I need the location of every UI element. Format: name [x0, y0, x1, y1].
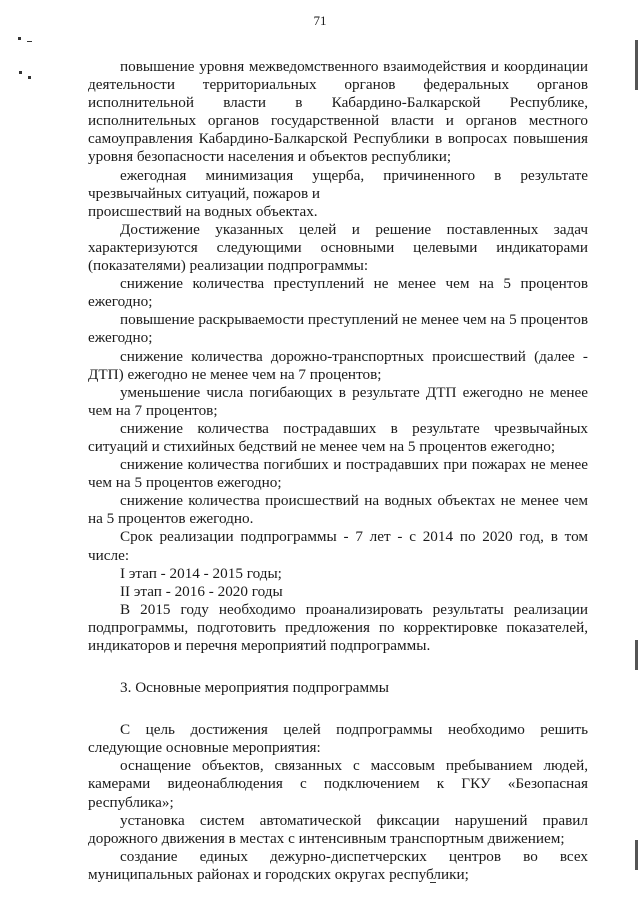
paragraph: повышение раскрываемости преступлений не менее чем на 5 процентов ежегодно;	[88, 311, 588, 347]
paragraph: снижение количества дорожно-транспортных происшествий (далее - ДТП) ежегодно не менее чем на 7 процентов;	[88, 347, 588, 383]
paragraph: ежегодная минимизация ущерба, причиненного в результате чрезвычайных ситуаций, пожаров и	[88, 166, 588, 202]
paragraph: происшествий на водных объектах.	[88, 202, 318, 220]
document-body	[88, 58, 588, 884]
scan-edge	[635, 40, 638, 90]
scan-mark	[27, 41, 32, 42]
paragraph: снижение количества пострадавших в результате чрезвычайных ситуаций и стихийных бедствий не менее чем на 5 процентов ежегодно;	[88, 419, 588, 455]
scan-edge	[635, 640, 638, 670]
paragraph: Срок реализации подпрограммы - 7 лет - с 2014 по 2020 год, в том числе:	[88, 528, 588, 564]
paragraph: оснащение объектов, связанных с массовым пребыванием людей, камерами видеонаблюдения с подключением к ГКУ «Безопасная республика»;	[88, 757, 588, 811]
paragraph: установка систем автоматической фиксации нарушений правил дорожного движения в местах с интенсивным транспортным движением;	[88, 811, 588, 847]
scan-edge	[635, 840, 638, 870]
paragraph: снижение количества происшествий на водных объектах не менее чем на 5 процентов ежегодно.	[88, 492, 588, 528]
paragraph: I этап - 2014 - 2015 годы;	[120, 564, 282, 582]
paragraph: снижение количества преступлений не менее чем на 5 процентов ежегодно;	[88, 275, 588, 311]
paragraph: Достижение указанных целей и решение поставленных задач характеризуются следующими основными целевыми индикаторами (показателями) реализации подпрограммы:	[88, 220, 588, 275]
paragraph: II этап - 2016 - 2020 годы	[120, 582, 283, 600]
paragraph: повышение уровня межведомственного взаимодействия и координации деятельности территориальных органов федеральных органов исполнительной власти в Кабардино-Балкарской Республике, исполнительных органов государственной власти и органов местного самоуправления Кабардино-Балкарской Республики в вопросах повышения уровня безопасности населения и объектов республики;	[88, 58, 588, 166]
paragraph: уменьшение числа погибающих в результате ДТП ежегодно не менее чем на 7 процентов;	[88, 383, 588, 419]
page-number: 71	[313, 13, 327, 28]
scan-mark	[18, 37, 21, 40]
scan-mark	[28, 76, 31, 79]
paragraph: В 2015 году необходимо проанализировать результаты реализации подпрограммы, подготовить предложения по корректировке показателей, индикаторов и перечня мероприятий подпрограммы.	[88, 600, 588, 654]
scan-mark	[19, 71, 22, 74]
paragraph: создание единых дежурно-диспетчерских центров во всех муниципальных районах и городских округах республики;	[88, 847, 588, 883]
paragraph: снижение количества погибших и пострадавших при пожарах не менее чем на 5 процентов ежегодно;	[88, 456, 588, 492]
paragraph: С цель достижения целей подпрограммы необходимо решить следующие основные мероприятия:	[88, 721, 588, 757]
section-heading: 3. Основные мероприятия подпрограммы	[120, 679, 389, 697]
